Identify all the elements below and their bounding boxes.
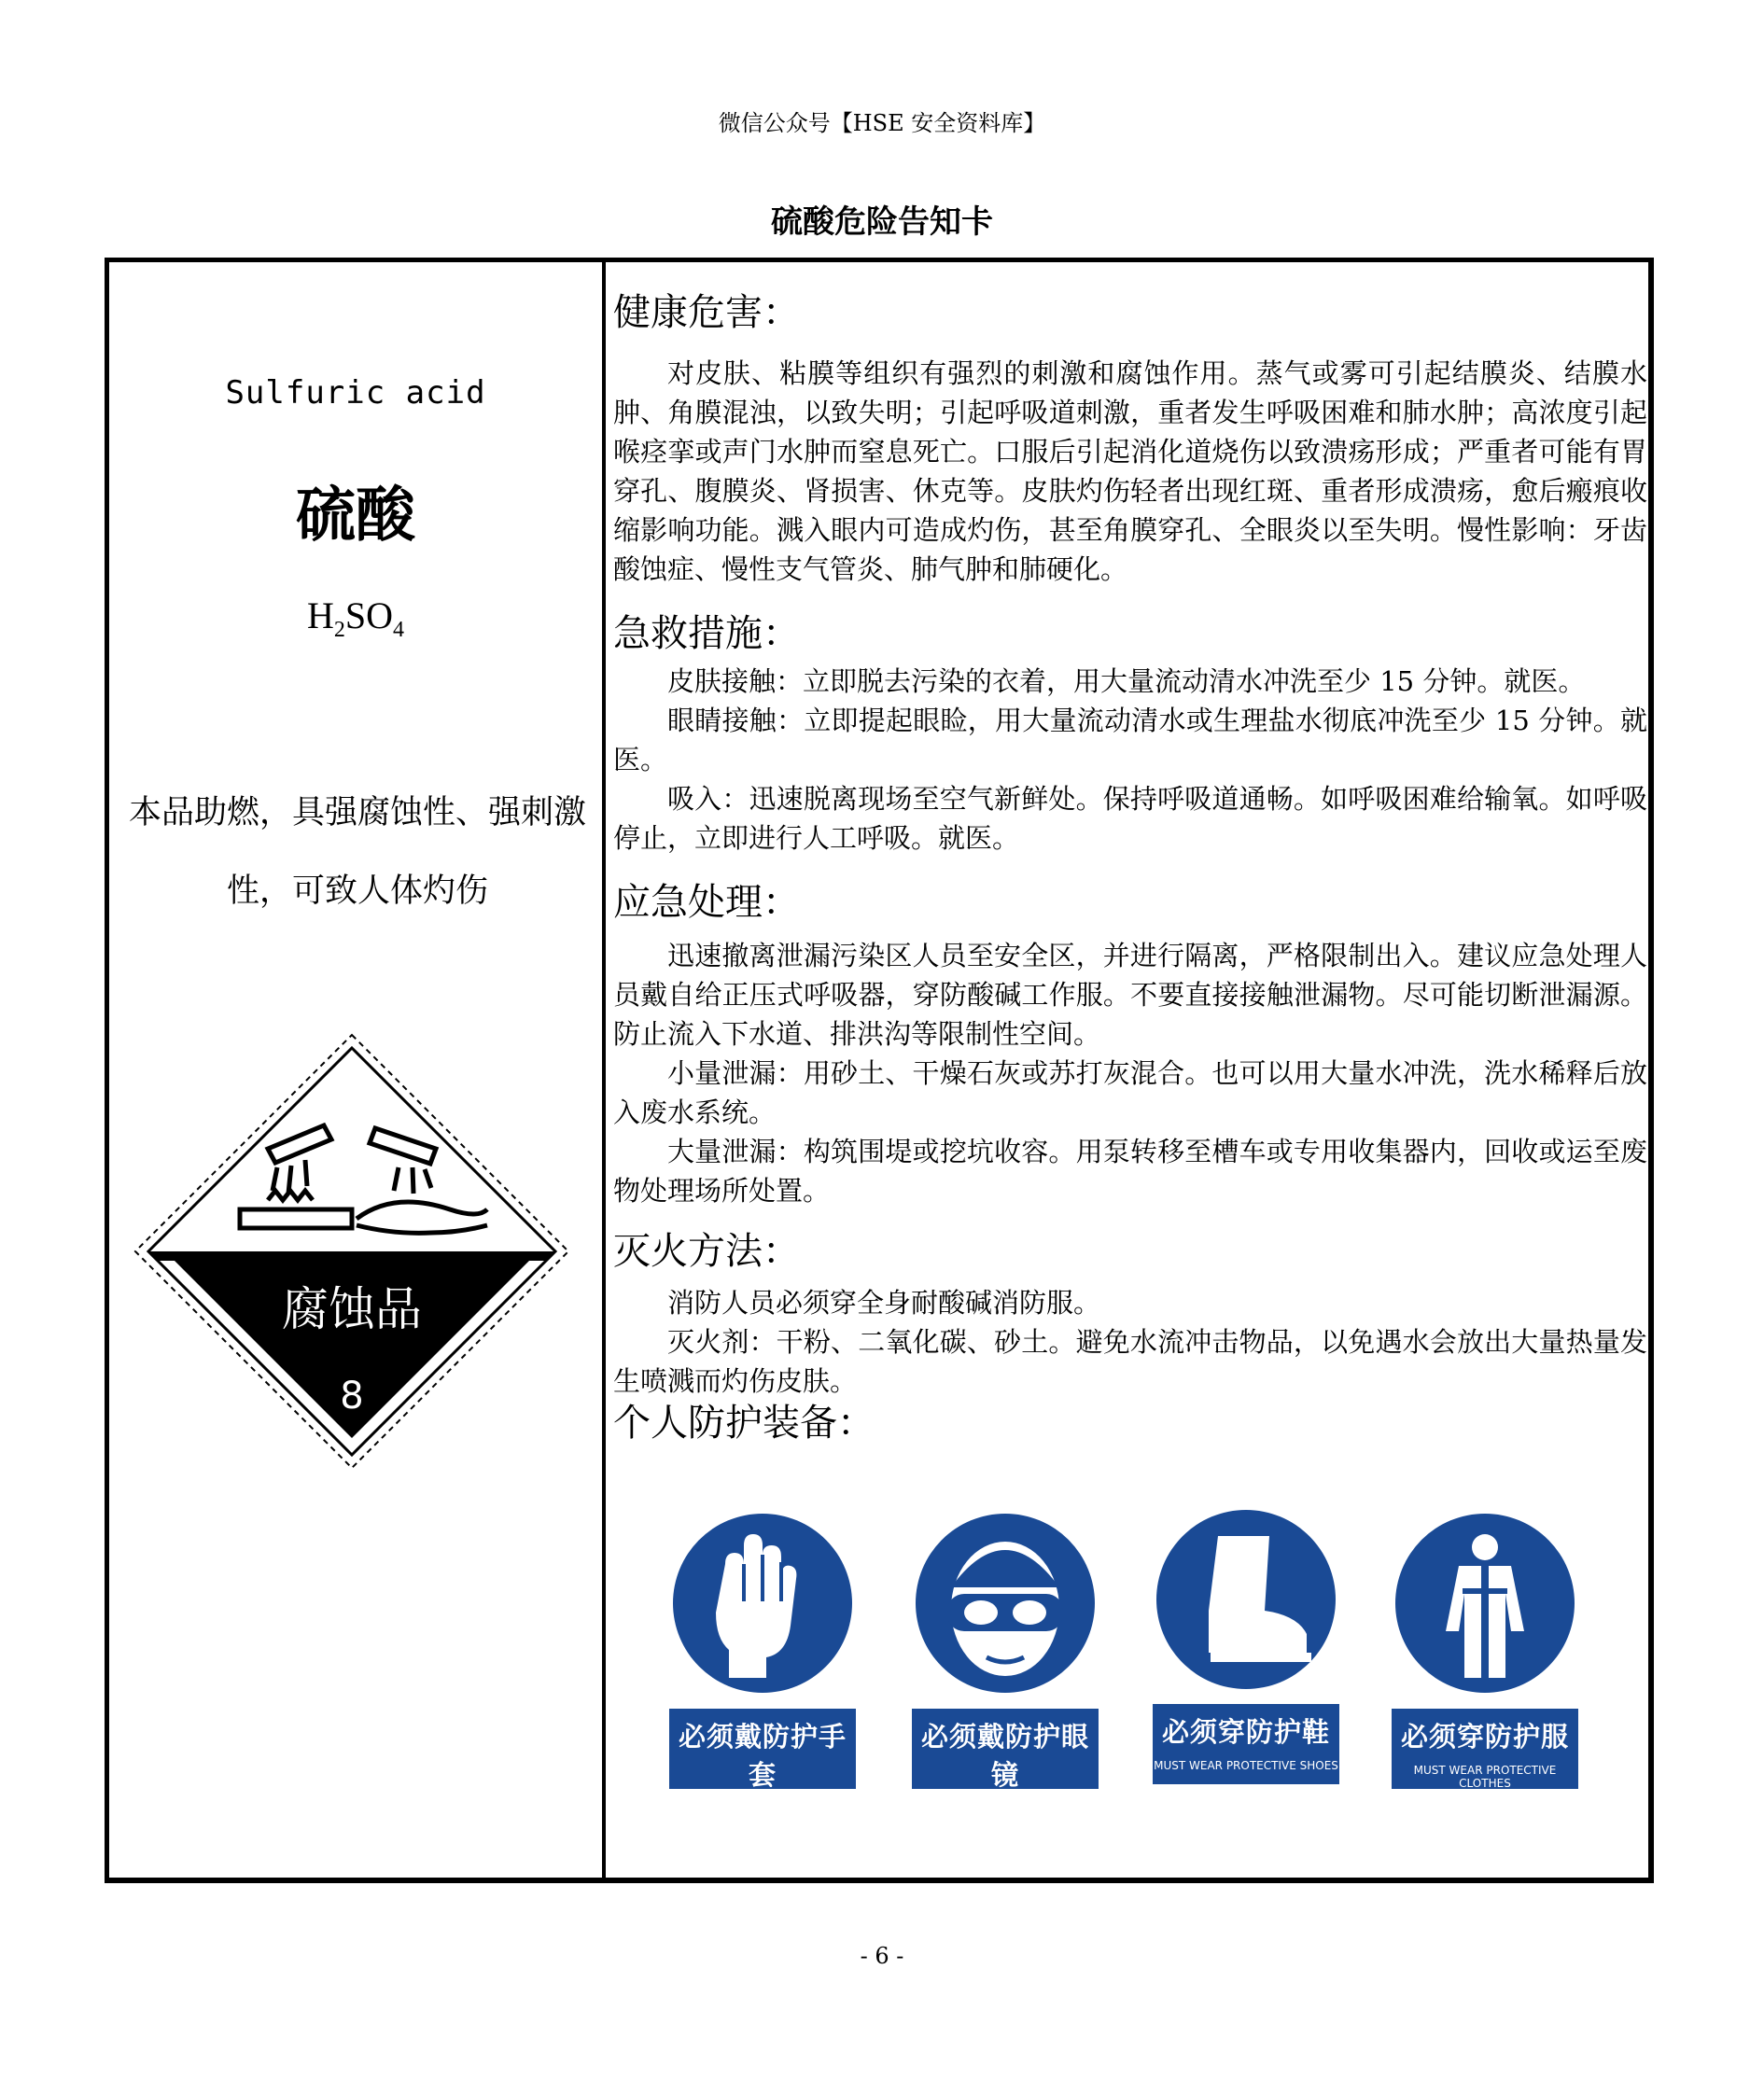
ppe-cn-shoes: 必须穿防护鞋	[1161, 1716, 1330, 1748]
health-paragraph: 对皮肤、粘膜等组织有强烈的刺激和腐蚀作用。蒸气或雾可引起结膜炎、结膜水肿、角膜混浊，以致失明；引起呼吸道刺激，重者发生呼吸困难和肺水肿；高浓度引起喉痉挛或声门水肿而窒息死亡。口服后引起消化道烧伤以致溃疡形成；严重者可能有胃穿孔、腹膜炎、肾损害、休克等。皮肤灼伤轻者出现红斑、重者形成溃疡，愈后瘢痕收缩影响功能。溅入眼内可造成灼伤，甚至角膜穿孔、全眼炎以至失明。慢性影响：牙齿酸蚀症、慢性支气管炎、肺气肿和肺硬化。	[613, 357, 1647, 585]
ppe-en-goggles: MUST WEAR PROTECTIVE GOGGLES	[933, 1802, 1077, 1828]
ppe-sign-goggles	[912, 1499, 1099, 1828]
ppe-cn-clothes: 必须穿防护服	[1400, 1721, 1569, 1753]
column-divider	[602, 262, 606, 1880]
chinese-name: 硫酸	[296, 481, 415, 551]
emergency-heading: 应急处理：	[613, 881, 800, 924]
page-number: - 6 -	[860, 1943, 904, 1969]
ppe-en-clothes: MUST WEAR PROTECTIVE CLOTHES	[1413, 1764, 1557, 1790]
gloves-icon	[669, 1499, 856, 1709]
hazard-summary-line-1: 本品助燃，具强腐蚀性、强刺激	[128, 794, 586, 831]
hazard-summary	[122, 774, 593, 930]
health-text	[613, 354, 1647, 589]
ppe-heading: 个人防护装备：	[613, 1402, 875, 1445]
ppe-cn-goggles: 必须戴防护眼镜	[920, 1721, 1089, 1791]
fire-extinguishing: 灭火剂：干粉、二氧化碳、砂土。避免水流冲击物品，以免遇水会放出大量热量发生喷溅而灼伤皮肤。	[613, 1326, 1647, 1397]
hazard-summary-line-2: 性，可致人体灼伤	[226, 873, 488, 910]
ppe-signs	[669, 1499, 1621, 1828]
ppe-en-shoes: MUST WEAR PROTECTIVE SHOES	[1154, 1759, 1338, 1772]
firstaid-heading: 急救措施：	[613, 612, 800, 655]
boots-icon	[1153, 1499, 1339, 1709]
emergency-text	[613, 936, 1647, 1210]
ppe-cn-gloves: 必须戴防护手套	[678, 1721, 847, 1791]
firstaid-inhalation: 吸入：迅速脱离现场至空气新鲜处。保持呼吸道通畅。如呼吸困难给输氧。如呼吸停止，立即进行人工呼吸。就医。	[613, 783, 1647, 854]
fire-text	[613, 1283, 1647, 1401]
firstaid-skin: 皮肤接触：立即脱去污染的衣着，用大量流动清水冲洗至少 15 分钟。就医。	[667, 665, 1586, 697]
firstaid-text	[613, 662, 1647, 858]
coverall-icon	[1392, 1499, 1578, 1709]
health-heading: 健康危害：	[613, 291, 800, 334]
diamond-label: 腐蚀品	[282, 1282, 422, 1336]
ppe-sign-shoes	[1153, 1499, 1339, 1807]
page-header: 微信公众号【HSE 安全资料库】	[718, 110, 1046, 136]
emergency-small-spill: 小量泄漏：用砂土、干燥石灰或苏打灰混合。也可以用大量水冲洗，洗水稀释后放入废水系统。	[613, 1057, 1647, 1128]
emergency-general: 迅速撤离泄漏污染区人员至安全区，并进行隔离，严格限制出入。建议应急处理人员戴自给正压式呼吸器，穿防酸碱工作服。不要直接接触泄漏物。尽可能切断泄漏源。防止流入下水道、排洪沟等限制性空间。	[613, 940, 1647, 1050]
chemical-formula: $H_2SO_4$	[306, 594, 405, 642]
ppe-sign-gloves	[669, 1499, 856, 1828]
ppe-label-shoes	[1153, 1704, 1339, 1784]
firstaid-eyes: 眼睛接触：立即提起眼睑，用大量流动清水或生理盐水彻底冲洗至少 15 分钟。就医。	[613, 705, 1647, 775]
ppe-en-gloves: MUST WEAR PROTECTIVE GLOVES	[691, 1802, 834, 1828]
ppe-label-gloves	[669, 1709, 856, 1828]
fire-personnel: 消防人员必须穿全身耐酸碱消防服。	[667, 1287, 1101, 1319]
left-column	[109, 262, 602, 1877]
corrosive-hazard-diamond	[128, 1027, 576, 1475]
ppe-label-goggles	[912, 1709, 1099, 1828]
diamond-class-number: 8	[340, 1375, 364, 1418]
card-title: 硫酸危险告知卡	[771, 203, 993, 241]
fire-heading: 灭火方法：	[613, 1230, 800, 1273]
hazard-card	[105, 258, 1654, 1883]
ppe-sign-clothes	[1392, 1499, 1578, 1807]
ppe-label-clothes	[1392, 1709, 1578, 1789]
emergency-large-spill: 大量泄漏：构筑围堤或挖坑收容。用泵转移至槽车或专用收集器内，回收或运至废物处理场所处置。	[613, 1136, 1647, 1207]
english-name: Sulfuric acid	[225, 374, 486, 412]
goggles-icon	[912, 1499, 1099, 1709]
